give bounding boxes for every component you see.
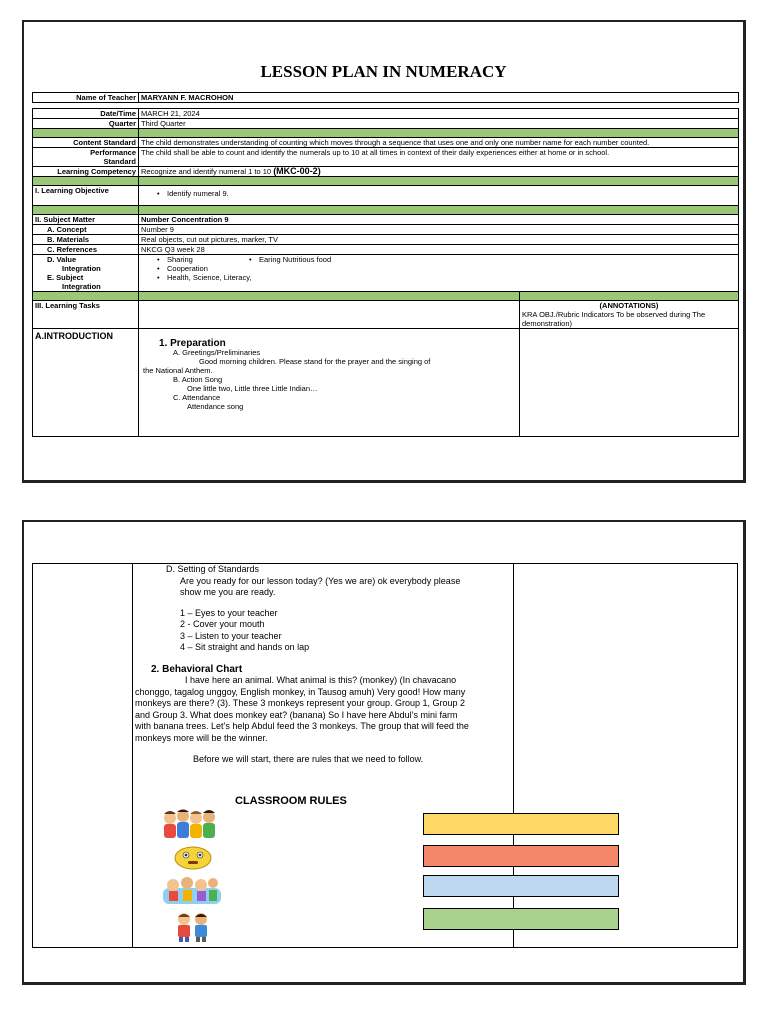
rule-box-1 [423,813,619,835]
action-song-title: B. Action Song [173,375,223,384]
rule-box-2 [423,845,619,867]
materials-value: Real objects, cut out pictures, marker, TV [139,235,739,245]
chart-line-4: and Group 3. What does monkey eat? (banana) So I have here Abdul’s mini farm [135,709,458,720]
value-integration-label-1: D. Value [47,255,77,264]
row-teacher [33,93,739,103]
row-performance-standard [33,148,739,167]
row-introduction [33,329,739,437]
objective-item: Identify numeral 9. [167,189,229,198]
greetings-text-2: the National Anthem. [143,366,213,375]
attendance-title: C. Attendance [173,393,221,402]
chart-line-2: chonggo, tagalog unggoy, English monkey, in Tausog amuh) Very good! How many [135,686,466,697]
subject-matter-label: II. Subject Matter [33,215,139,225]
sitting-children-icon [175,912,211,942]
competency-code: (MKC-00-2) [273,166,321,176]
standard-4: 4 – Sit straight and hands on lap [180,642,310,652]
behavioral-chart-title: 2. Behavioral Chart [151,663,243,675]
rules-intro: Before we will start, there are rules that we need to follow. [193,754,424,764]
subject-integration-label-1: E. Subject [47,273,84,282]
objective-label: I. Learning Objective [33,186,139,206]
action-song-text: One little two, Little three Little Indian… [187,384,318,393]
performance-label-2: Standard [103,157,136,166]
materials-label: B. Materials [33,235,139,245]
value-item-cooperation: Cooperation [167,264,208,273]
chart-line-3: monkeys are there? (3). These 3 monkeys represent your group. Group 1, Group 2 [135,698,466,708]
standards-title: D. Setting of Standards [166,564,260,574]
row-learning-competency [33,167,739,177]
classroom-rules-title: CLASSROOM RULES [235,795,347,807]
content-standard-value: The child demonstrates understanding of counting which moves through a sequence that uses one and only one number name for each number counted. [139,138,739,148]
page-2 [22,520,746,985]
learning-tasks-label: III. Learning Tasks [33,301,139,329]
green-divider [33,129,739,138]
lesson-plan-table [32,92,739,437]
preparation-title: 1. Preparation [159,338,226,349]
competency-value: Recognize and identify numeral 1 to 10 [141,167,272,176]
row-subject-matter [33,215,739,225]
teacher-value: MARYANN F. MACROHON [139,93,739,103]
standards-text-2: show me you are ready. [180,587,276,597]
subject-integration-label-2: Integration [62,282,101,291]
quiet-face-icon [173,846,213,870]
green-divider [33,177,739,186]
children-group-icon [161,808,221,842]
rule-box-4 [423,908,619,930]
attendance-text: Attendance song [187,402,244,411]
chart-line-1: I have here an animal. What animal is this? (monkey) (In chavacano [185,675,457,685]
document-title: LESSON PLAN IN NUMERACY [260,62,507,81]
value-item-sharing: Sharing [167,255,193,264]
introduction-label: A.INTRODUCTION [33,329,139,437]
greetings-title: A. Greetings/Preliminaries [173,348,261,357]
rule-box-3 [423,875,619,897]
subject-matter-value: Number Concentration 9 [139,215,739,225]
value-item-nutrition: Earing Nutritious food [259,255,332,264]
quarter-value: Third Quarter [139,119,739,129]
teacher-label: Name of Teacher [33,93,139,103]
standard-1: 1 – Eyes to your teacher [180,607,278,618]
concept-value: Number 9 [139,225,739,235]
listening-children-icon [161,874,223,906]
row-objective [33,186,739,206]
performance-label-1: Performance [90,148,136,157]
greetings-text-1: Good morning children. Please stand for the prayer and the singing of [199,357,431,366]
date-label: Date/Time [33,109,139,119]
continuation-table [32,563,738,948]
standard-3: 3 – Listen to your teacher [180,630,282,641]
standards-text-1: Are you ready for our lesson today? (Yes we are) ok everybody please [180,575,461,586]
value-integration-label-2: Integration [62,264,101,273]
quarter-label: Quarter [33,119,139,129]
references-label: C. References [33,245,139,255]
row-content-standard [33,138,739,148]
standard-2: 2 - Cover your mouth [180,619,265,629]
task-content [133,564,513,948]
chart-line-5: with banana trees. Let’s help Abdul feed the 3 monkeys. The group that will feed the [135,721,469,731]
row-date [33,109,739,119]
annotations-title: (ANNOTATIONS) [599,301,659,310]
page-1 [22,20,746,483]
performance-standard-value: The child shall be able to count and identify the numerals up to 10 at all times in context of their daily experiences either at home or in school. [139,148,739,167]
concept-label: A. Concept [33,225,139,235]
subject-integration-item: Health, Science, Literacy, [167,273,252,282]
green-divider [33,292,739,301]
chart-line-6: monkeys more will be the winner. [135,732,268,743]
content-standard-label: Content Standard [33,138,139,148]
row-quarter [33,119,739,129]
competency-label: Learning Competency [33,167,139,177]
row-learning-tasks [33,301,739,329]
references-value: NKCG Q3 week 28 [139,245,739,255]
annotations-note: KRA OBJ./Rubric Indicators To be observed during The demonstration) [522,310,706,328]
green-divider [33,206,739,215]
date-value: MARCH 21, 2024 [139,109,739,119]
